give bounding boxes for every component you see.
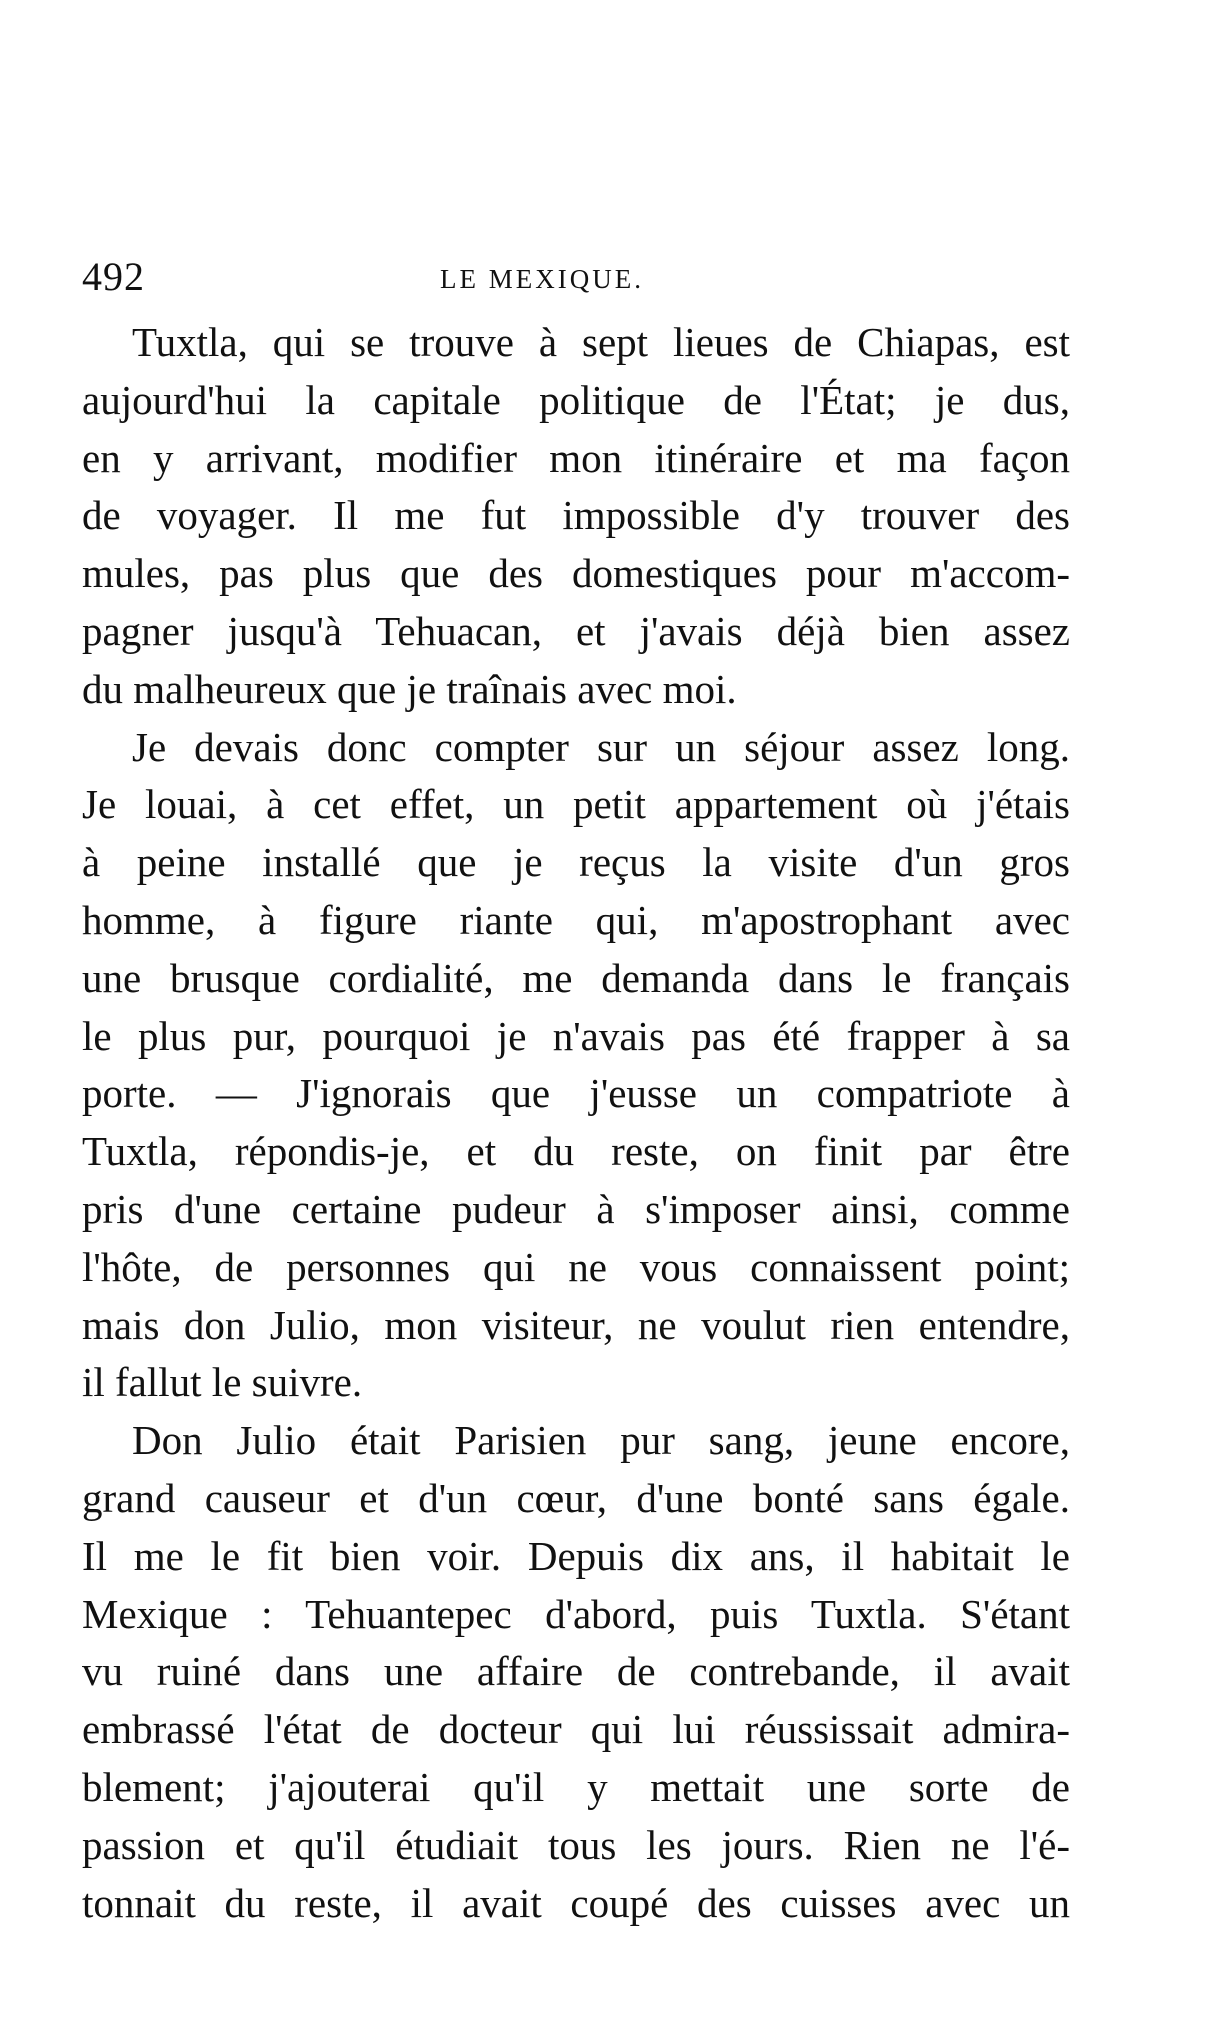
text-line: il fallut le suivre.	[82, 1359, 363, 1406]
text-line: en y arrivant, modifier mon itinéraire et ma façon	[82, 434, 1070, 481]
text-line: porte. — J'ignorais que j'eusse un compatriote à	[82, 1070, 1070, 1117]
text-line: blement; j'ajouterai qu'il y mettait une sorte de	[82, 1763, 1070, 1810]
text-line: grand causeur et d'un cœur, d'une bonté sans égale.	[82, 1474, 1070, 1521]
text-line: de voyager. Il me fut impossible d'y trouver des	[82, 492, 1070, 539]
page-number: 492	[82, 254, 145, 299]
text-line: mules, pas plus que des domestiques pour m'accom-	[82, 550, 1070, 597]
text-line: mais don Julio, mon visiteur, ne voulut rien entendre,	[82, 1301, 1070, 1348]
text-line: Je devais donc compter sur un séjour assez long.	[132, 723, 1070, 770]
text-line: du malheureux que je traînais avec moi.	[82, 665, 737, 712]
running-title: LE MEXIQUE.	[440, 264, 644, 294]
text-line: une brusque cordialité, me demanda dans le français	[82, 954, 1070, 1001]
body-text	[82, 314, 1070, 1932]
text-line: tonnait du reste, il avait coupé des cuisses avec un	[82, 1879, 1070, 1926]
text-line: vu ruiné dans une affaire de contrebande, il avait	[82, 1648, 1070, 1695]
text-line: pris d'une certaine pudeur à s'imposer ainsi, comme	[82, 1185, 1070, 1232]
text-line: Mexique : Tehuantepec d'abord, puis Tuxtla. S'étant	[82, 1590, 1070, 1637]
text-line: passion et qu'il étudiait tous les jours. Rien ne l'é-	[82, 1821, 1070, 1868]
page-header	[82, 252, 1082, 302]
text-line: Tuxtla, qui se trouve à sept lieues de Chiapas, est	[132, 319, 1070, 365]
text-line: Tuxtla, répondis-je, et du reste, on finit par être	[82, 1128, 1070, 1175]
text-line: aujourd'hui la capitale politique de l'État; je dus,	[82, 376, 1070, 423]
text-line: homme, à figure riante qui, m'apostrophant avec	[82, 896, 1070, 943]
text-line: Je louai, à cet effet, un petit appartement où j'étais	[82, 781, 1070, 828]
text-line: pagner jusqu'à Tehuacan, et j'avais déjà bien assez	[82, 607, 1070, 654]
text-line: Don Julio était Parisien pur sang, jeune encore,	[132, 1417, 1070, 1464]
text-line: le plus pur, pourquoi je n'avais pas été frapper à sa	[82, 1012, 1070, 1059]
text-line: Il me le fit bien voir. Depuis dix ans, il habitait le	[82, 1532, 1070, 1579]
text-line: embrassé l'état de docteur qui lui réussissait admira-	[82, 1706, 1070, 1753]
text-line: l'hôte, de personnes qui ne vous connaissent point;	[82, 1243, 1070, 1290]
text-line: à peine installé que je reçus la visite d'un gros	[82, 839, 1070, 886]
